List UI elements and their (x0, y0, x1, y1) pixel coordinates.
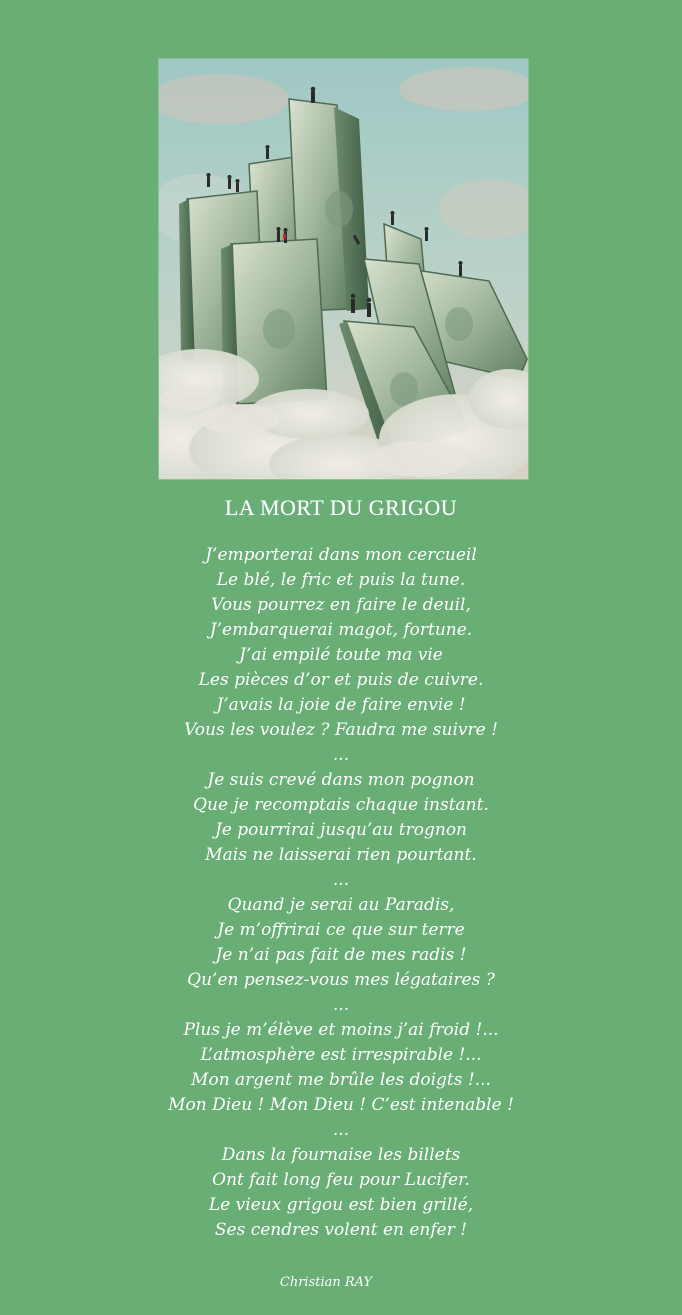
poem-line: Plus je m’élève et moins j’ai froid !... (183, 1020, 499, 1040)
poem-line: Je n’ai pas fait de mes radis ! (215, 945, 467, 965)
poem-line: Vous pourrez en faire le deuil, (211, 595, 471, 615)
poem-line: Le vieux grigou est bien grillé, (208, 1195, 474, 1215)
poem-line: Ses cendres volent en enfer ! (214, 1220, 468, 1240)
stanza-separator: ... (332, 745, 350, 765)
poem-line: L’atmosphère est irrespirable !... (200, 1045, 482, 1065)
poem-line: J’embarquerai magot, fortune. (209, 620, 473, 640)
poem-line: Mon argent me brûle les doigts !... (191, 1070, 491, 1090)
poem-line: Ont fait long feu pour Lucifer. (212, 1170, 470, 1190)
stanza-separator: ... (332, 1120, 350, 1140)
poem-line: Dans la fournaise les billets (221, 1145, 461, 1165)
poem-line: Quand je serai au Paradis, (227, 895, 455, 915)
poem-line: Mon Dieu ! Mon Dieu ! C’est intenable ! (168, 1095, 514, 1115)
poem-line: J’emporterai dans mon cercueil (205, 545, 477, 565)
poem-line: Que je recomptais chaque instant. (193, 795, 489, 815)
stanza-separator: ... (332, 870, 350, 890)
poem-line: Je suis crevé dans mon pognon (207, 770, 475, 790)
poem-line: Je pourrirai jusqu’au trognon (214, 820, 467, 840)
poem-line: J’avais la joie de faire envie ! (216, 695, 466, 715)
poem-line: Qu’en pensez-vous mes légataires ? (187, 970, 495, 990)
poem-line: Mais ne laisserai rien pourtant. (205, 845, 477, 865)
author-signature: Christian RAY (279, 1275, 373, 1290)
poem-line: Les pièces d’or et puis de cuivre. (198, 670, 484, 690)
money-towers-illustration (158, 58, 529, 480)
stanza-separator: ... (332, 995, 350, 1015)
poem-line: Le blé, le fric et puis la tune. (216, 570, 466, 590)
poem-line: J’ai empilé toute ma vie (239, 645, 443, 665)
poem-body (0, 543, 682, 1243)
poem-title: LA MORT DU GRIGOU (224, 495, 458, 520)
poem-line: Je m’offrirai ce que sur terre (217, 920, 465, 940)
poem-line: Vous les voulez ? Faudra me suivre ! (184, 720, 498, 740)
